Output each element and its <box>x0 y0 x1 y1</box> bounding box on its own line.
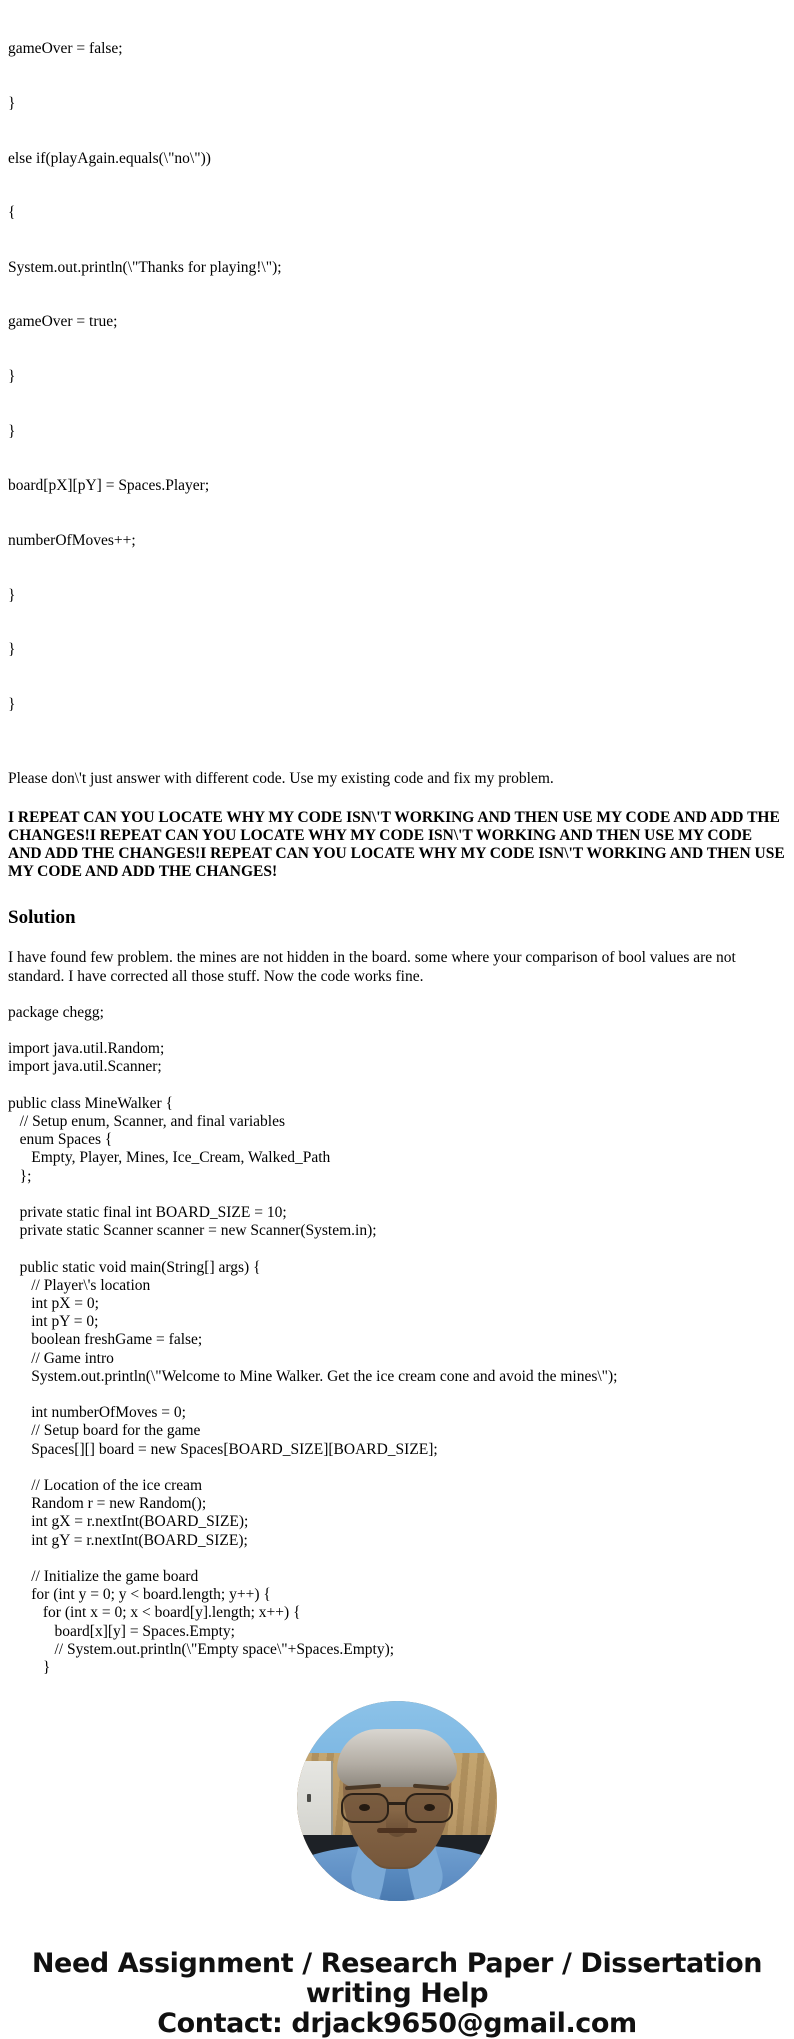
code-line <box>8 1022 786 1040</box>
promo-line-1: Need Assignment / Research Paper / Dissertation <box>31 1948 763 1980</box>
code-line: gameOver = false; <box>8 40 123 58</box>
code-line: for (int y = 0; y < board.length; y++) { <box>8 1586 271 1604</box>
code-line: import java.util.Random; <box>8 1040 165 1058</box>
code-line: import java.util.Scanner; <box>8 1058 162 1076</box>
code-line: } <box>8 695 16 713</box>
avatar-eye-left <box>359 1804 370 1811</box>
code-line: // Initialize the game board <box>8 1568 199 1586</box>
code-line: System.out.println(\"Welcome to Mine Walker. Get the ice cream cone and avoid the mines\"); <box>8 1367 618 1385</box>
code-line: // Location of the ice cream <box>8 1477 203 1495</box>
code-line: } <box>8 95 16 113</box>
solution-heading: Solution <box>8 907 76 929</box>
avatar-glasses-bridge <box>387 1802 407 1805</box>
spacer <box>0 789 794 809</box>
promo-contact-line: Contact: drjack9650@gmail.com <box>157 2008 637 2039</box>
emphasis-paragraph: I REPEAT CAN YOU LOCATE WHY MY CODE ISN\'T WORKING AND THEN USE MY CODE AND ADD THE CHANGES!I REPEAT CAN YOU LOCATE WHY MY CODE ISN\'T WORKING AND THEN USE MY CODE AND ADD THE CHANGES!I REPEAT CAN YOU LOCATE WHY MY CODE ISN\'T WORKING AND THEN USE MY CODE AND ADD THE CHANGES! <box>8 808 785 881</box>
spacer <box>0 929 794 949</box>
avatar-lens-left <box>341 1793 389 1823</box>
code-line <box>8 1240 786 1258</box>
glasses-icon <box>341 1793 453 1821</box>
code-line: } <box>8 368 16 386</box>
code-line: int pX = 0; <box>8 1295 99 1312</box>
code-line: } <box>8 586 16 604</box>
code-line <box>8 1459 786 1477</box>
code-line: int gX = r.nextInt(BOARD_SIZE); <box>8 1513 249 1531</box>
code-line: } <box>8 641 16 659</box>
avatar-hair <box>337 1729 457 1787</box>
code-line: int numberOfMoves = 0; <box>8 1404 186 1422</box>
code-line: // Player\'s location <box>8 1276 151 1294</box>
code-line: }; <box>8 1167 32 1185</box>
avatar <box>297 1701 497 1901</box>
spacer <box>0 750 794 770</box>
code-line: // Setup board for the game <box>8 1422 201 1440</box>
code-line: board[pX][pY] = Spaces.Player; <box>8 477 210 495</box>
code-line <box>8 1550 786 1568</box>
code-line: int pY = 0; <box>8 1313 99 1331</box>
solution-code-block <box>0 1004 794 1678</box>
code-line <box>8 1077 786 1095</box>
code-line: for (int x = 0; x < board[y].length; x++) { <box>8 1604 301 1622</box>
code-line: } <box>8 1659 51 1677</box>
code-line: numberOfMoves++; <box>8 531 136 549</box>
promo-footer <box>0 1949 794 2039</box>
code-line: // Game intro <box>8 1349 114 1367</box>
spacer <box>0 881 794 907</box>
request-paragraph: Please don\'t just answer with different code. Use my existing code and fix my problem. <box>8 770 554 788</box>
code-line: Random r = new Random(); <box>8 1495 207 1513</box>
code-line: // Setup enum, Scanner, and final variables <box>8 1112 286 1130</box>
code-line: Empty, Player, Mines, Ice_Cream, Walked_Path <box>8 1149 331 1167</box>
code-line: public static void main(String[] args) { <box>8 1258 261 1276</box>
code-line: { <box>8 204 16 222</box>
code-line: Spaces[][] board = new Spaces[BOARD_SIZE][BOARD_SIZE]; <box>8 1440 438 1458</box>
code-line: // System.out.println(\"Empty space\"+Spaces.Empty); <box>8 1640 395 1658</box>
code-line: int gY = r.nextInt(BOARD_SIZE); <box>8 1531 248 1549</box>
code-line: public class MineWalker { <box>8 1094 174 1112</box>
code-line <box>8 1386 786 1404</box>
code-line: board[x][y] = Spaces.Empty; <box>8 1622 235 1640</box>
code-line: System.out.println(\"Thanks for playing!\"); <box>8 258 282 276</box>
avatar-mouth <box>377 1828 417 1833</box>
avatar-eye-right <box>424 1804 435 1811</box>
code-line: private static Scanner scanner = new Scanner(System.in); <box>8 1222 377 1240</box>
code-line: package chegg; <box>8 1003 104 1021</box>
code-line: boolean freshGame = false; <box>8 1331 203 1349</box>
top-code-fragment <box>0 4 794 750</box>
code-line: gameOver = true; <box>8 313 118 331</box>
code-line: enum Spaces { <box>8 1131 113 1149</box>
spacer <box>0 986 794 1004</box>
solution-intro-paragraph: I have found few problem. the mines are not hidden in the board. some where your comparison of bool values are not standard. I have corrected all those stuff. Now the code works fine. <box>8 949 736 985</box>
code-line: private static final int BOARD_SIZE = 10; <box>8 1203 287 1221</box>
avatar-container <box>0 1701 794 1901</box>
code-line <box>8 1186 786 1204</box>
promo-line-2: writing Help <box>305 1978 489 2010</box>
avatar-lens-right <box>405 1793 453 1823</box>
code-line: } <box>8 422 16 440</box>
code-line: else if(playAgain.equals(\"no\")) <box>8 149 211 167</box>
